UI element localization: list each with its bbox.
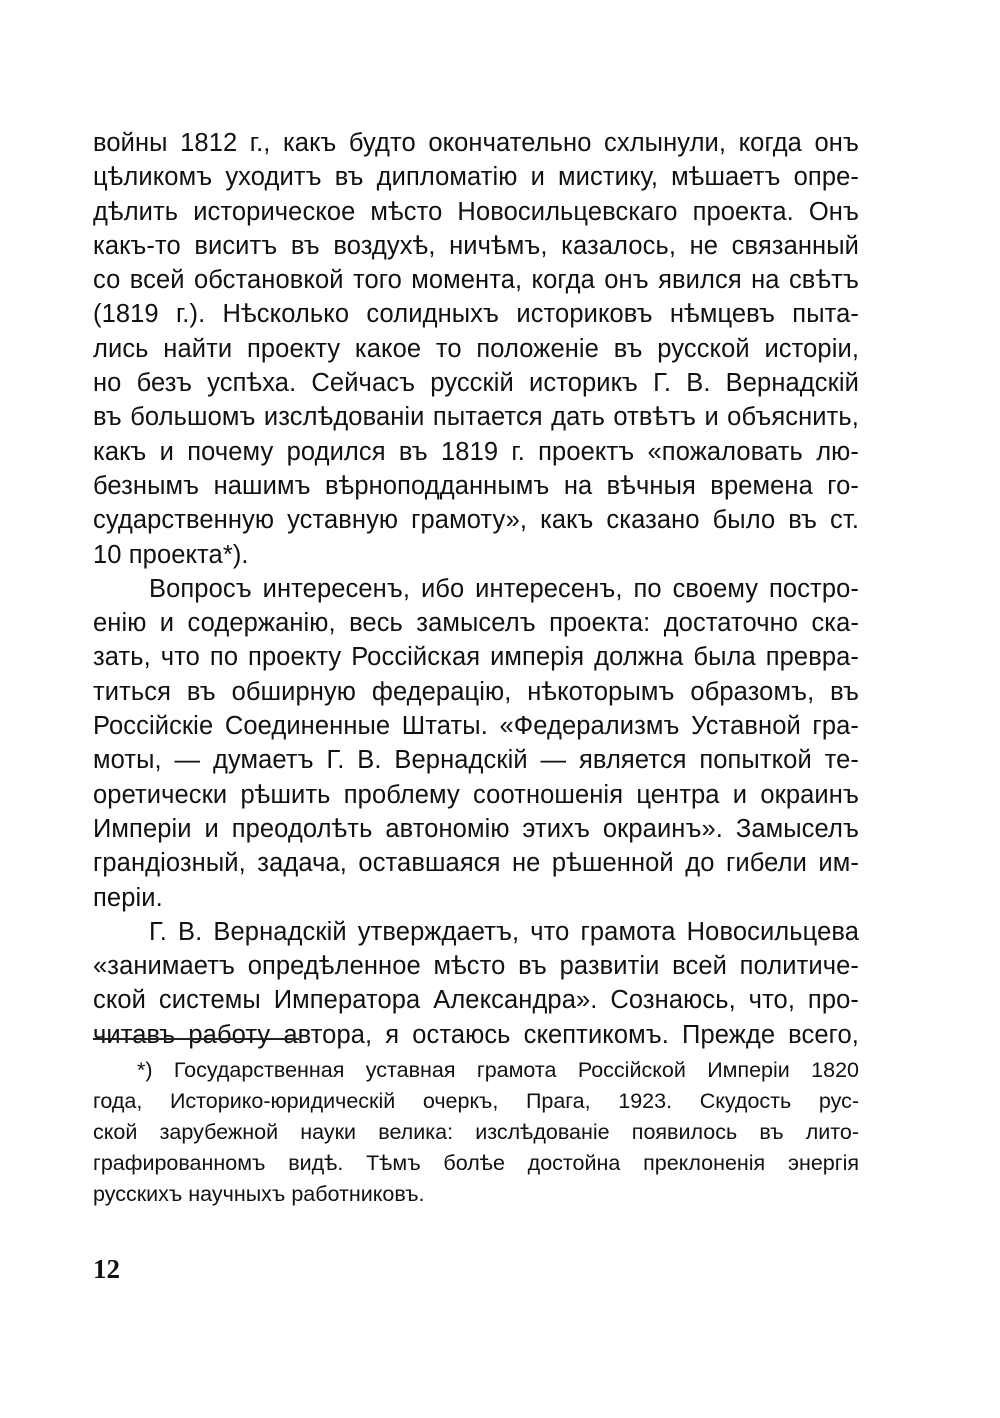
text-line: какъ и почему родился въ 1819 г. проектъ «пожаловать лю-: [93, 437, 859, 466]
text-line: ской системы Императора Александра». Сознаюсь, что, про-: [93, 986, 859, 1015]
text-line: войны 1812 г., какъ будто окончательно схлынули, когда онъ: [93, 129, 859, 157]
text-line: въ большомъ изслѣдованіи пытается дать отвѣтъ и объяснить,: [93, 403, 859, 432]
text-line: какъ-то виситъ въ воздухѣ, ничѣмъ, казалось, не связанный: [93, 231, 859, 260]
text-line: оретически рѣшить проблему соотношенія центра и окраинъ: [93, 780, 859, 809]
text-line-paragraph-end: періи.: [93, 883, 163, 912]
footnote-line: графированномъ видѣ. Тѣмъ болѣе достойна преклоненія энергія: [93, 1151, 859, 1175]
page-number: 12: [93, 1254, 120, 1284]
text-line: но безъ успѣха. Сейчасъ русскій историкъ Г. В. Вернадскій: [93, 369, 859, 398]
text-line-paragraph-start: Вопросъ интересенъ, ибо интересенъ, по своему постро-: [149, 574, 859, 603]
text-line: енію и содержанію, весь замыселъ проекта: достаточно ска-: [93, 609, 859, 638]
text-line: (1819 г.). Нѣсколько солидныхъ историковъ нѣмцевъ пыта-: [93, 300, 859, 329]
text-line: Россійскіе Соединенные Штаты. «Федерализмъ Уставной гра-: [93, 712, 859, 741]
main-text: [93, 126, 859, 1052]
footnote-line: года, Историко-юридическій очеркъ, Прага, 1923. Скудость рус-: [93, 1089, 859, 1113]
footnote: [93, 1055, 859, 1210]
footnote-line: ской зарубежной науки велика: изслѣдованіе появилось въ лито-: [93, 1120, 859, 1144]
text-line: Имперіи и преодолѣть автономію этихъ окраинъ». Замыселъ: [93, 814, 859, 843]
text-line-paragraph-end: 10 проекта*).: [93, 540, 249, 569]
text-line: сударственную уставную грамоту», какъ сказано было въ ст.: [93, 506, 859, 535]
text-line: безнымъ нашимъ вѣрноподданнымъ на вѣчныя времена го-: [93, 471, 859, 500]
footnote-line: русскихъ научныхъ работниковъ.: [93, 1182, 425, 1206]
text-line-paragraph-start: Г. В. Вернадскій утверждаетъ, что грамота Новосильцева: [149, 917, 859, 946]
text-line: титься въ обширную федерацію, нѣкоторымъ образомъ, въ: [93, 677, 859, 706]
text-line: читавъ работу автора, я остаюсь скептикомъ. Прежде всего,: [93, 1020, 859, 1049]
text-line: дѣлить историческое мѣсто Новосильцевскаго проекта. Онъ: [93, 197, 859, 226]
text-line: моты, — думаетъ Г. В. Вернадскій — является попыткой те-: [93, 746, 859, 775]
text-line: цѣликомъ уходитъ въ дипломатію и мистику, мѣшаетъ опре-: [93, 163, 859, 192]
footnote-line: *) Государственная уставная грамота Россійской Имперіи 1820: [137, 1058, 859, 1082]
text-line: со всей обстановкой того момента, когда онъ явился на свѣтъ: [93, 266, 859, 295]
text-line: лись найти проекту какое то положеніе въ русской исторіи,: [93, 334, 859, 363]
text-line: грандіозный, задача, оставшаяся не рѣшенной до гибели им-: [93, 849, 859, 878]
text-line: «занимаетъ опредѣленное мѣсто въ развитіи всей политиче-: [93, 952, 859, 981]
footnote-divider: [93, 1038, 299, 1040]
text-line: зать, что по проекту Россійская имперія должна была превра-: [93, 643, 859, 672]
